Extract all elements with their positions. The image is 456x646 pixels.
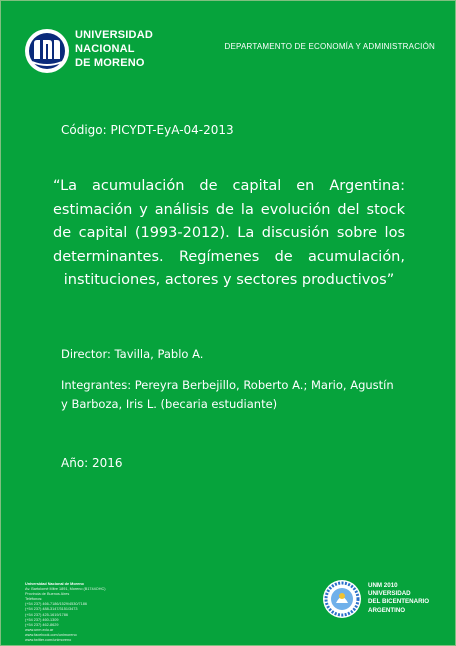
contact-line: Provincia de Buenos Aires	[25, 592, 70, 597]
university-name-line-1: UNIVERSIDAD	[75, 29, 153, 41]
bicentenario-line: ARGENTINO	[368, 606, 406, 614]
contact-line: (+54 237) 462-8629	[25, 622, 59, 627]
bicentenario-line: UNM 2010	[368, 582, 398, 589]
contact-line: www.twitter.com/unimoreno	[25, 638, 72, 643]
team-members-line: Integrantes: Pereyra Berbejillo, Roberto A.; Mario, Agustín y Barboza, Iris L. (becaria estudiante)	[61, 378, 394, 411]
bicentenario-line: UNIVERSIDAD	[368, 590, 411, 598]
contact-line: www.unm.edu.ar	[25, 627, 54, 632]
contact-line: Universidad Nacional de Moreno	[25, 582, 84, 586]
contact-line: (+54 237) 425-1619/1786	[25, 612, 68, 617]
bicentenario-seal-icon	[322, 579, 362, 619]
university-name-line-2: NACIONAL	[75, 43, 135, 55]
document-title: “La acumulación de capital en Argentina: estimación y análisis de la evolución del stock de capital (1993-2012). La discusión sobre los determinantes. Regímenes de acumulación, instituciones, actores y sectores productivos”	[53, 178, 405, 288]
project-code: Código: PICYDT-EyA-04-2013	[61, 123, 234, 137]
bicentenario-caption	[368, 582, 429, 615]
unm-logo-icon	[24, 28, 70, 74]
contact-block	[25, 582, 105, 643]
contact-line: (+54 237) 488-3147/3151/3473	[25, 607, 78, 612]
contact-line: (+54 237) 460-1309	[25, 617, 59, 622]
university-name-line-3: DE MORENO	[75, 57, 145, 69]
bicentenario-line: DEL BICENTENARIO	[368, 598, 430, 606]
contact-line: www.facebook.com/unimoreno	[25, 632, 77, 637]
department-name: DEPARTAMENTO DE ECONOMÍA Y ADMINISTRACIÓN	[224, 42, 435, 51]
contact-line: (+54 237) 466-7186/1529/4530/7186	[25, 602, 87, 607]
year-line: Año: 2016	[61, 456, 123, 470]
contact-line: Av. Bartolomé Mitre 1891, Moreno (B1744OHC)	[25, 587, 106, 592]
director-line: Director: Tavilla, Pablo A.	[61, 347, 204, 361]
contact-line: Teléfonos:	[25, 597, 43, 602]
university-name	[75, 28, 153, 70]
